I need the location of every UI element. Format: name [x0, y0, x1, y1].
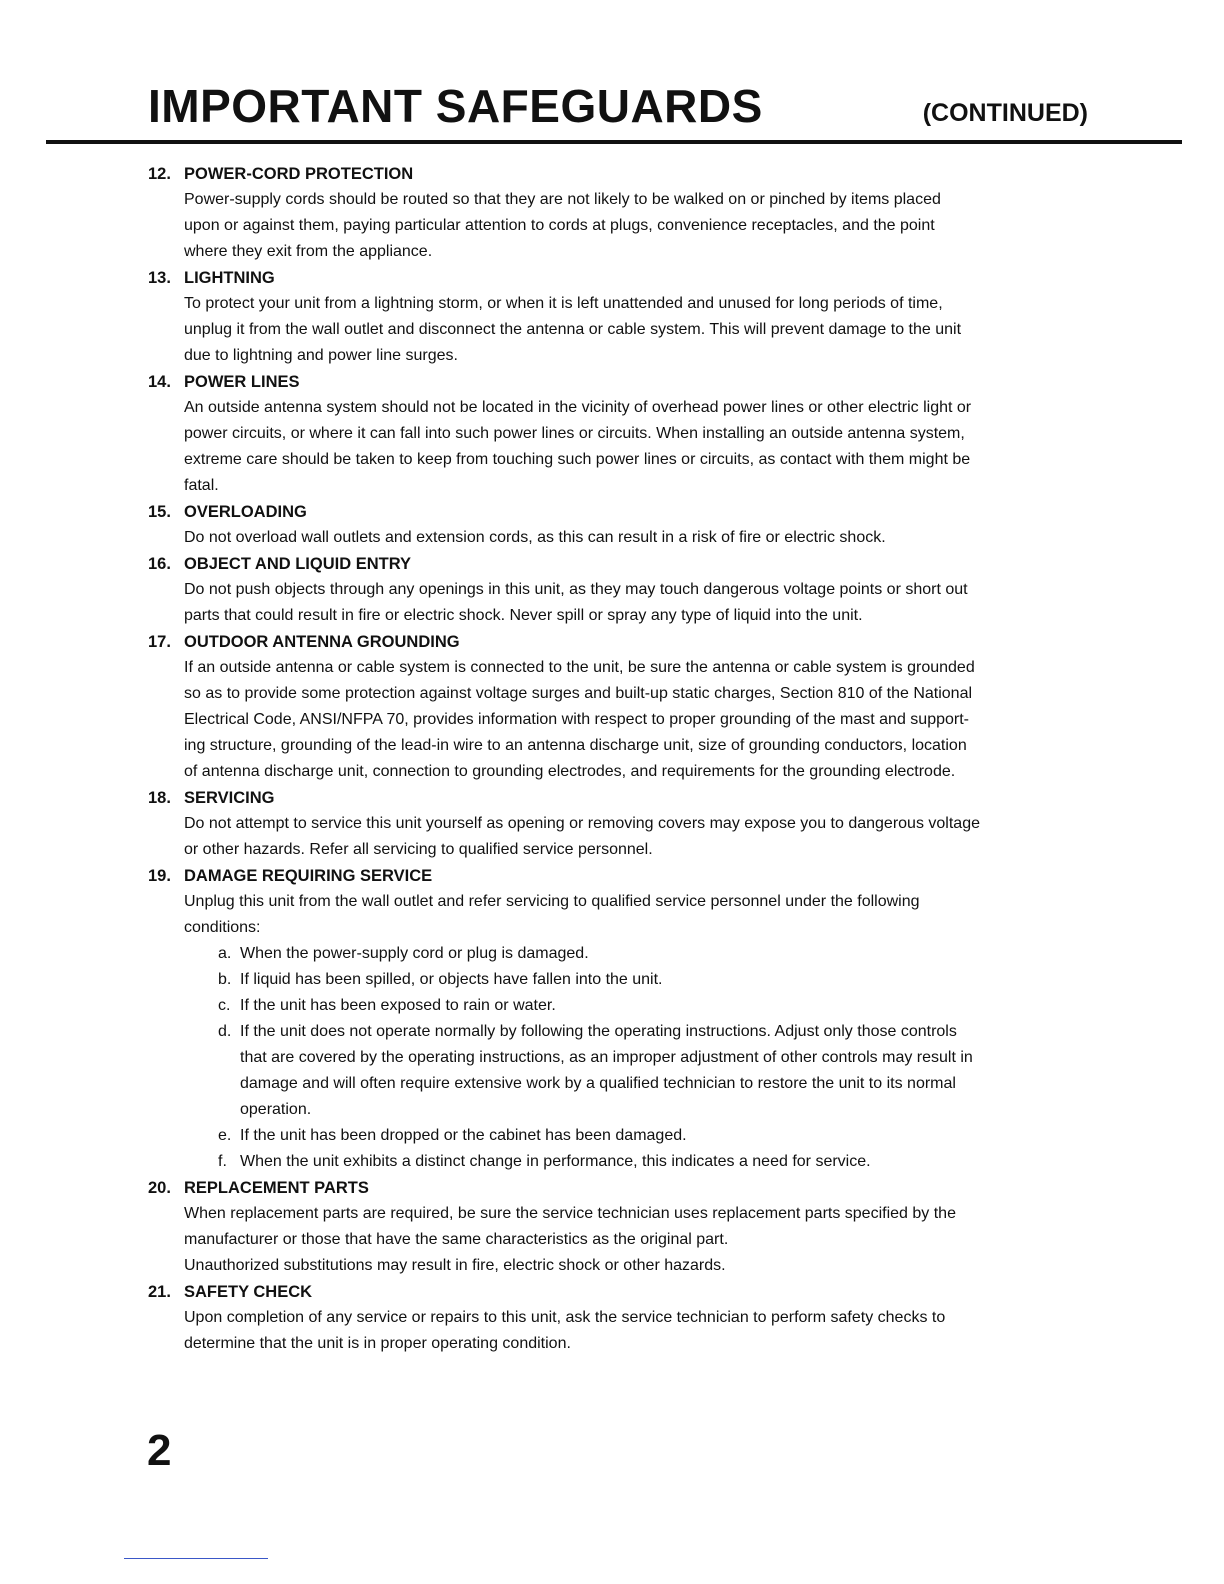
body-line: To protect your unit from a lightning storm, or when it is left unattended and unused for long periods of time, — [184, 295, 943, 312]
safeguard-item — [148, 161, 1088, 265]
item-title: OBJECT AND LIQUID ENTRY — [184, 555, 412, 573]
item-heading — [148, 551, 1088, 577]
body-line: Electrical Code, ANSI/NFPA 70, provides information with respect to proper grounding of the mast and support- — [184, 711, 969, 728]
item-heading — [148, 785, 1088, 811]
condition-item — [148, 1123, 1088, 1149]
item-number: 20. — [148, 1179, 171, 1197]
item-body — [184, 395, 1088, 499]
body-line: or other hazards. Refer all servicing to qualified service personnel. — [184, 841, 653, 858]
item-number: 12. — [148, 165, 171, 183]
body-line: If an outside antenna or cable system is connected to the unit, be sure the antenna or cable system is grounded — [184, 659, 975, 676]
item-heading — [148, 161, 1088, 187]
condition-letter: f. — [218, 1153, 227, 1170]
item-heading — [148, 1175, 1088, 1201]
item-title: LIGHTNING — [184, 269, 275, 287]
page-subtitle: (CONTINUED) — [922, 99, 1088, 127]
item-title: SERVICING — [184, 789, 275, 807]
footer-line — [124, 1558, 268, 1559]
safeguard-item — [148, 369, 1088, 499]
item-title: REPLACEMENT PARTS — [184, 1179, 369, 1197]
body-line: power circuits, or where it can fall into such power lines or circuits. When installing an outside antenna system, — [184, 425, 965, 442]
item-body — [184, 187, 1088, 265]
body-line: Do not push objects through any openings in this unit, as they may touch dangerous voltage points or short out — [184, 581, 968, 598]
safeguard-item — [148, 1175, 1088, 1279]
condition-line: that are covered by the operating instructions, as an improper adjustment of other controls may result in — [240, 1049, 973, 1066]
page-number: 2 — [147, 1426, 172, 1475]
body-line: due to lightning and power line surges. — [184, 347, 458, 364]
body-line: fatal. — [184, 477, 219, 494]
condition-letter: a. — [218, 945, 232, 962]
safeguard-item — [148, 785, 1088, 863]
page-header — [148, 78, 1088, 138]
item-body — [184, 1201, 1088, 1279]
safeguard-item — [148, 265, 1088, 369]
safeguard-item — [148, 863, 1088, 1175]
condition-letter: e. — [218, 1127, 232, 1144]
item-heading — [148, 863, 1088, 889]
condition-item — [148, 993, 1088, 1019]
header-rule — [46, 140, 1182, 144]
page-title: IMPORTANT SAFEGUARDS — [148, 80, 763, 132]
body-line: where they exit from the appliance. — [184, 243, 433, 260]
item-number: 19. — [148, 867, 171, 885]
item-title: OVERLOADING — [184, 503, 307, 521]
condition-line: operation. — [240, 1101, 312, 1118]
item-title: POWER-CORD PROTECTION — [184, 165, 414, 183]
body-line: Power-supply cords should be routed so that they are not likely to be walked on or pinched by items placed — [184, 191, 941, 208]
body-line: Unauthorized substitutions may result in fire, electric shock or other hazards. — [184, 1257, 726, 1274]
item-body — [184, 889, 1088, 941]
item-number: 16. — [148, 555, 171, 573]
condition-item — [148, 1019, 1088, 1123]
item-body — [184, 291, 1088, 369]
safeguard-item — [148, 499, 1088, 551]
body-line: Do not overload wall outlets and extension cords, as this can result in a risk of fire or electric shock. — [184, 529, 886, 546]
condition-line: If the unit has been dropped or the cabinet has been damaged. — [240, 1127, 687, 1144]
body-line: of antenna discharge unit, connection to grounding electrodes, and requirements for the grounding electrode. — [184, 763, 956, 780]
condition-letter: d. — [218, 1023, 232, 1040]
condition-line: damage and will often require extensive work by a qualified technician to restore the unit to its normal — [240, 1075, 956, 1092]
condition-line: When the unit exhibits a distinct change in performance, this indicates a need for service. — [240, 1153, 871, 1170]
condition-item — [148, 941, 1088, 967]
item-body — [184, 525, 1088, 551]
condition-line: If the unit has been exposed to rain or water. — [240, 997, 556, 1014]
body-line: conditions: — [184, 919, 261, 936]
body-line: parts that could result in fire or electric shock. Never spill or spray any type of liquid into the unit. — [184, 607, 863, 624]
body-line: ing structure, grounding of the lead-in wire to an antenna discharge unit, size of grounding conductors, location — [184, 737, 967, 754]
body-line: extreme care should be taken to keep from touching such power lines or circuits, as contact with them might be — [184, 451, 971, 468]
item-heading — [148, 369, 1088, 395]
condition-item — [148, 967, 1088, 993]
body-line: An outside antenna system should not be located in the vicinity of overhead power lines or other electric light or — [184, 399, 972, 416]
body-line: so as to provide some protection against voltage surges and built-up static charges, Section 810 of the National — [184, 685, 973, 702]
item-number: 18. — [148, 789, 171, 807]
item-title: POWER LINES — [184, 373, 300, 391]
item-number: 14. — [148, 373, 171, 391]
item-heading — [148, 499, 1088, 525]
condition-letter: b. — [218, 971, 232, 988]
item-number: 13. — [148, 269, 171, 287]
body-line: upon or against them, paying particular attention to cords at plugs, convenience receptacles, and the point — [184, 217, 935, 234]
condition-item — [148, 1149, 1088, 1175]
condition-line: If liquid has been spilled, or objects have fallen into the unit. — [240, 971, 663, 988]
condition-list — [148, 941, 1088, 1175]
item-body — [184, 1305, 1088, 1357]
item-heading — [148, 265, 1088, 291]
item-title: SAFETY CHECK — [184, 1283, 313, 1301]
safeguard-item — [148, 551, 1088, 629]
item-body — [184, 655, 1088, 785]
item-number: 15. — [148, 503, 171, 521]
safeguard-item — [148, 1279, 1088, 1357]
condition-line: If the unit does not operate normally by following the operating instructions. Adjust only those controls — [240, 1023, 957, 1040]
item-body — [184, 811, 1088, 863]
body-line: When replacement parts are required, be sure the service technician uses replacement parts specified by the — [184, 1205, 956, 1222]
safeguard-item — [148, 629, 1088, 785]
item-number: 17. — [148, 633, 171, 651]
condition-line: When the power-supply cord or plug is damaged. — [240, 945, 589, 962]
body-line: Upon completion of any service or repairs to this unit, ask the service technician to perform safety checks to — [184, 1309, 946, 1326]
body-line: unplug it from the wall outlet and disconnect the antenna or cable system. This will prevent damage to the unit — [184, 321, 962, 338]
condition-letter: c. — [218, 997, 231, 1014]
item-number: 21. — [148, 1283, 171, 1301]
item-title: OUTDOOR ANTENNA GROUNDING — [184, 633, 460, 651]
item-heading — [148, 629, 1088, 655]
safeguards-list — [148, 161, 1088, 1357]
body-line: determine that the unit is in proper operating condition. — [184, 1335, 571, 1352]
item-body — [184, 577, 1088, 629]
body-line: manufacturer or those that have the same characteristics as the original part. — [184, 1231, 729, 1248]
body-line: Do not attempt to service this unit yourself as opening or removing covers may expose you to dangerous voltage — [184, 815, 980, 832]
item-heading — [148, 1279, 1088, 1305]
body-line: Unplug this unit from the wall outlet and refer servicing to qualified service personnel under the following — [184, 893, 920, 910]
item-title: DAMAGE REQUIRING SERVICE — [184, 867, 433, 885]
